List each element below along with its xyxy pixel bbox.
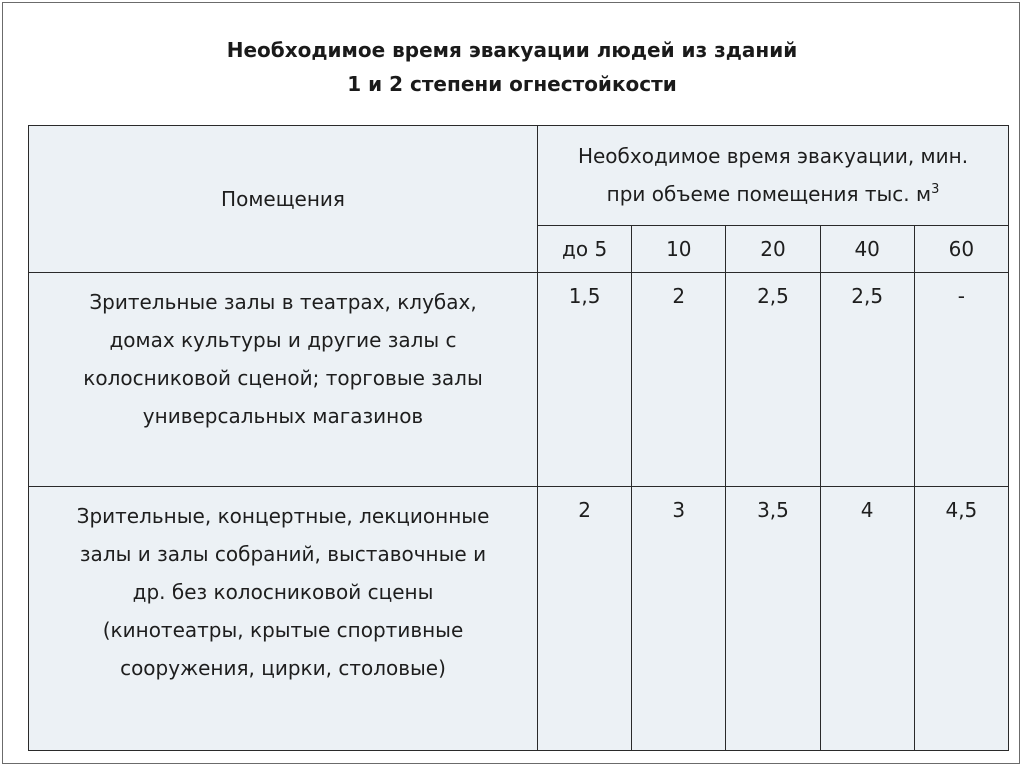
volume-header: до 5: [538, 225, 632, 272]
volume-header: 20: [726, 225, 820, 272]
time-value: 1,5: [538, 273, 632, 487]
title-line-2: 1 и 2 степени огнестойкости: [347, 72, 677, 96]
room-description-line: залы и залы собраний, выставочные и: [79, 542, 487, 566]
time-value: 2,5: [726, 273, 820, 487]
title-line-1: Необходимое время эвакуации людей из зданий: [226, 38, 798, 62]
room-description: [29, 273, 538, 487]
room-description-line: домах культуры и другие залы с: [109, 328, 457, 352]
evacuation-time-header: [538, 126, 1009, 226]
room-description-line: (кинотеатры, крытые спортивные: [102, 618, 464, 642]
evacuation-time-header-line-2: [538, 173, 1008, 211]
time-value: 2: [632, 273, 726, 487]
time-value: 4: [820, 487, 914, 751]
header-row: [29, 126, 1009, 226]
room-description-line: колосниковой сценой; торговые залы: [83, 366, 483, 390]
evacuation-time-table: [28, 125, 1009, 751]
room-description: [29, 487, 538, 751]
volume-header: 40: [820, 225, 914, 272]
volume-header: 10: [632, 225, 726, 272]
evacuation-time-header-line-1: Необходимое время эвакуации, мин.: [577, 144, 969, 169]
time-value: 4,5: [914, 487, 1008, 751]
time-value: -: [914, 273, 1008, 487]
time-value: 3,5: [726, 487, 820, 751]
time-value: 2,5: [820, 273, 914, 487]
room-description-line: сооружения, цирки, столовые): [120, 656, 446, 680]
room-description-line: др. без колосниковой сцены: [132, 580, 434, 604]
room-column-header: Помещения: [29, 126, 538, 273]
room-description-line: Зрительные, концертные, лекционные: [76, 504, 490, 528]
volume-header: 60: [914, 225, 1008, 272]
table-row: [29, 487, 1009, 751]
unit-superscript: 3: [931, 182, 940, 198]
table-row: [29, 273, 1009, 487]
room-description-line: Зрительные залы в театрах, клубах,: [89, 290, 477, 314]
page-title: [3, 33, 1021, 101]
volume-unit-label: при объеме помещения тыс. м: [606, 182, 932, 207]
time-value: 3: [632, 487, 726, 751]
time-value: 2: [538, 487, 632, 751]
room-description-line: универсальных магазинов: [142, 404, 424, 428]
